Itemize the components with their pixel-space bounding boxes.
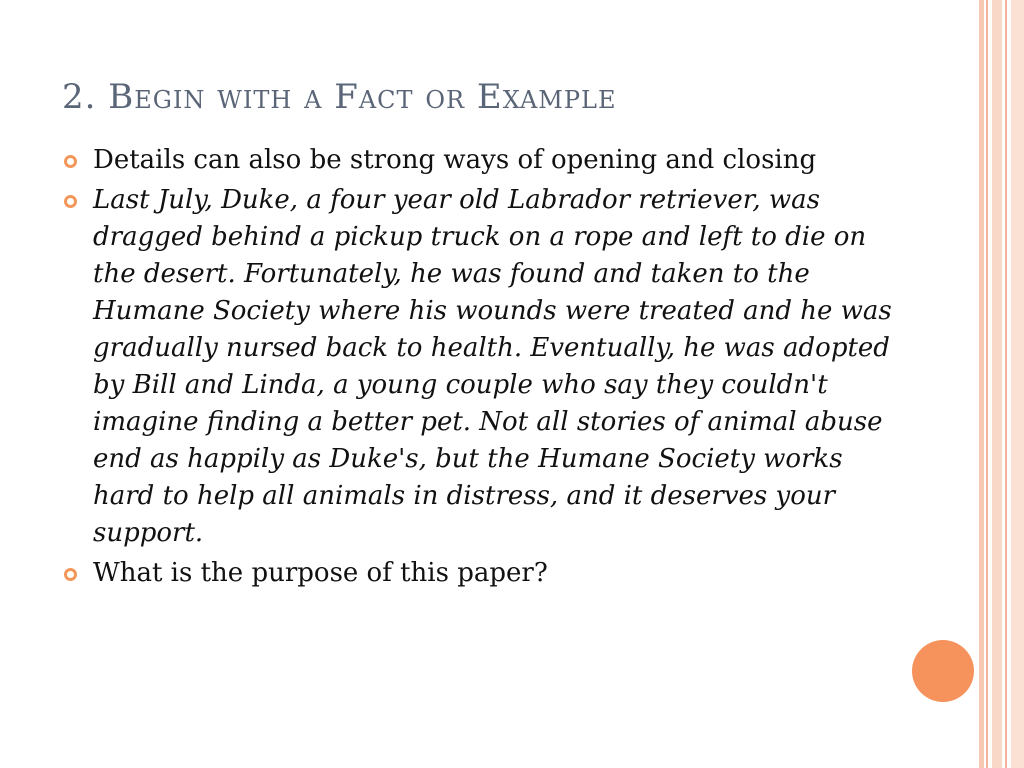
bullet-item — [62, 555, 892, 592]
bullet-text: What is the purpose of this paper? — [93, 558, 548, 588]
bullet-ring-icon — [64, 155, 77, 168]
bullet-text: Last July, Duke, a four year old Labrador retriever, was dragged behind a pickup truck on a rope and left to die on the desert. Fortunately, he was found and taken to the Humane Society where his wounds were treated and he was gradually nursed back to health. Eventually, he was adopted by Bill and Linda, a young couple who say they couldn't imagine finding a better pet. Not all stories of animal abuse end as happily as Duke's, but the Humane Society works hard to help all animals in distress, and it deserves your support. — [93, 185, 892, 548]
bullet-ring-icon — [64, 568, 77, 581]
bullet-list — [62, 142, 892, 595]
decorative-circle — [912, 640, 974, 702]
bullet-text: Details can also be strong ways of opening and closing — [93, 145, 817, 175]
decorative-stripe — [992, 0, 1002, 768]
decorative-stripe — [986, 0, 988, 768]
slide-title: 2. Begin with a Fact or Example — [62, 76, 617, 117]
decorative-stripe — [979, 0, 984, 768]
bullet-ring-icon — [64, 195, 77, 208]
decorative-stripe — [1011, 0, 1024, 768]
decorative-stripe — [1005, 0, 1007, 768]
bullet-item — [62, 182, 892, 552]
bullet-item — [62, 142, 892, 179]
